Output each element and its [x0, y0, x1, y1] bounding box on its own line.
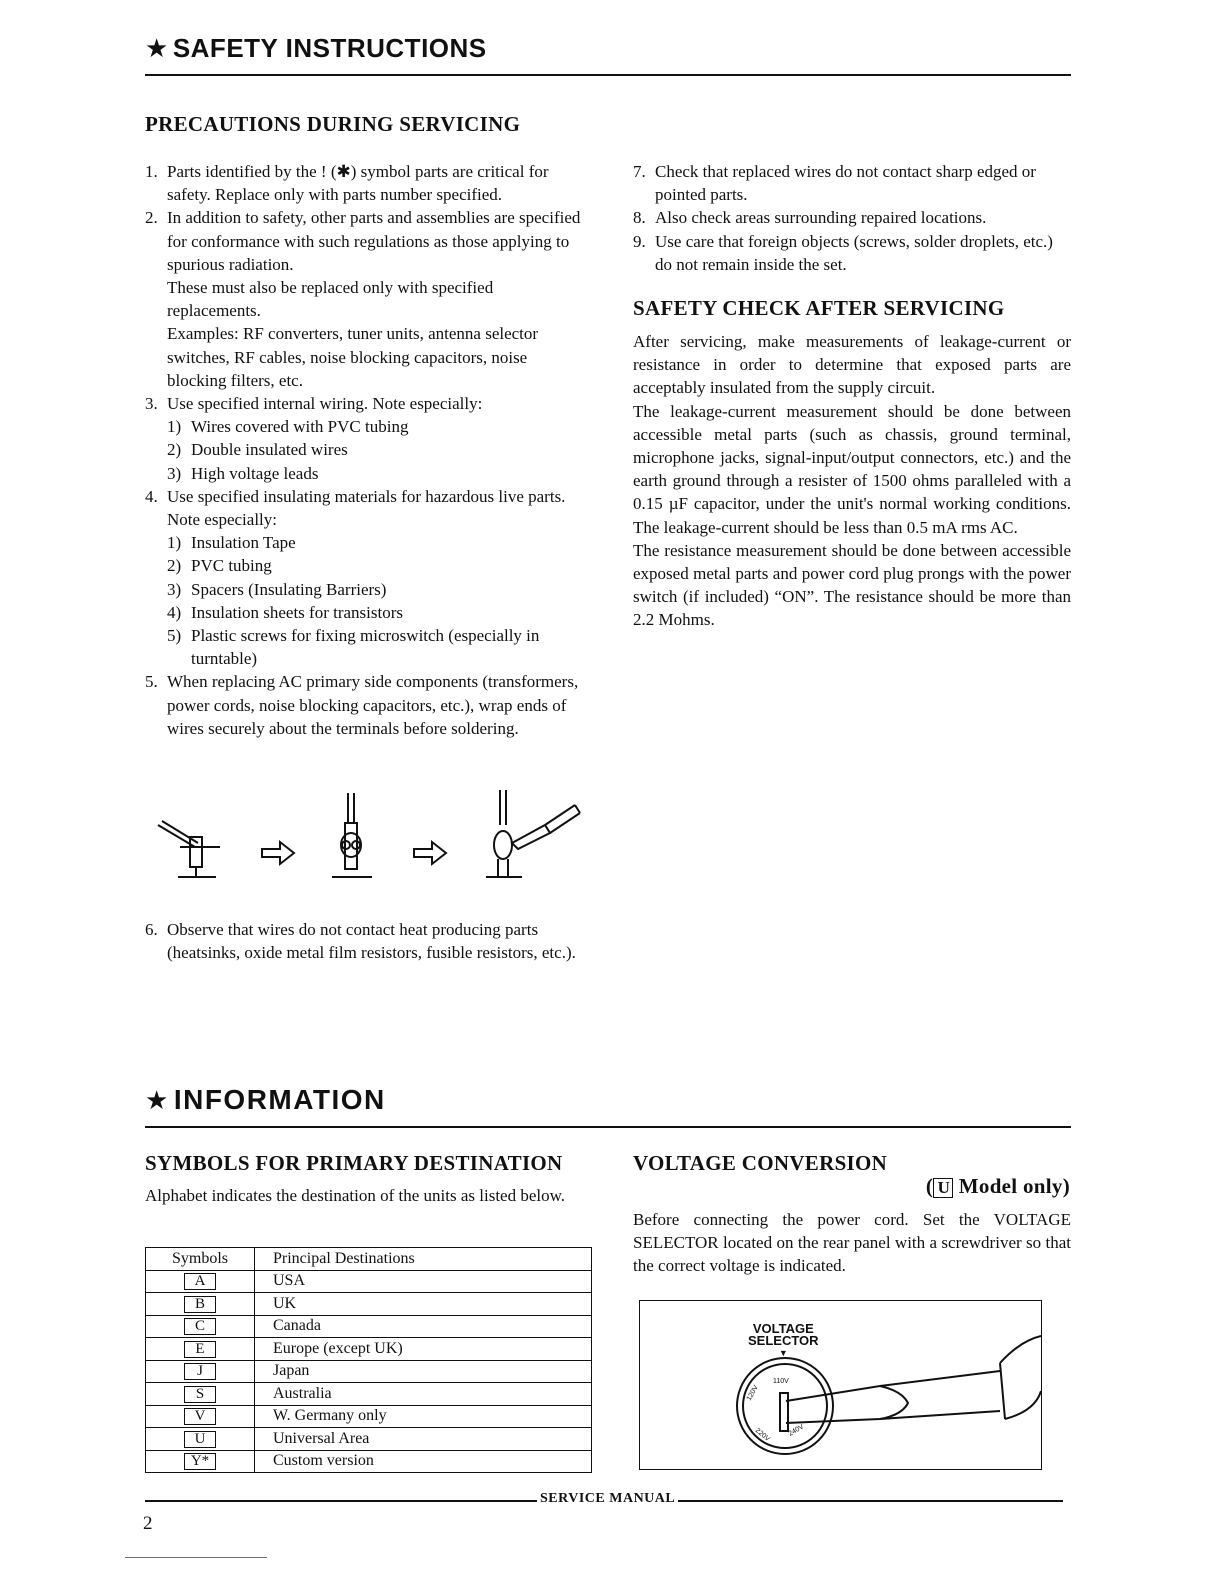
destination-cell: Japan: [255, 1360, 592, 1383]
destination-cell: W. Germany only: [255, 1405, 592, 1428]
dial-slot: [780, 1393, 788, 1431]
symbol-box: V: [184, 1408, 216, 1425]
destination-cell: Europe (except UK): [255, 1338, 592, 1361]
list-item: 1. Parts identified by the ! (✱) symbol parts are critical for safety. Replace only with parts number specified.: [145, 162, 549, 205]
information-section-title: ★ INFORMATION: [145, 1084, 386, 1115]
list-item: 6. Observe that wires do not contact heat producing parts (heatsinks, oxide metal film resistors, fusible resistors, etc.).: [145, 920, 576, 963]
table-row: [146, 1383, 592, 1406]
link-underline: [125, 1557, 267, 1558]
symbol-box: U: [933, 1178, 953, 1198]
sub-list: [145, 415, 585, 485]
precautions-item-6: [145, 918, 585, 964]
table-row: [146, 1450, 592, 1473]
sub-item: 3) High voltage leads: [167, 463, 319, 483]
terminal-stage-1: [158, 821, 220, 877]
model-only-note: ( U Model only): [925, 1174, 1070, 1198]
symbol-box: J: [184, 1363, 216, 1380]
safety-check-heading: SAFETY CHECK AFTER SERVICING: [633, 296, 1005, 320]
symbols-heading: SYMBOLS FOR PRIMARY DESTINATION: [145, 1151, 563, 1175]
sub-item: 2) PVC tubing: [167, 556, 272, 576]
arrow-right-icon: [262, 842, 294, 864]
symbols-intro: Alphabet indicates the destination of the units as listed below.: [145, 1186, 566, 1205]
list-item: 4. Use specified insulating materials for hazardous live parts. Note especially:: [145, 486, 566, 530]
svg-text:110V: 110V: [773, 1378, 789, 1385]
column-header-destinations: Principal Destinations: [255, 1248, 592, 1271]
list-item: 8. Also check areas surrounding repaired locations.: [633, 208, 987, 228]
precautions-list-left: [145, 160, 585, 740]
symbol-box: A: [184, 1273, 216, 1290]
table-row: [146, 1428, 592, 1451]
sub-item: 4) Insulation sheets for transistors: [167, 602, 403, 622]
list-item: 5. When replacing AC primary side components (transformers, power cords, noise blocking capacitors, etc.), wrap ends of wires securely about the terminals before soldering.: [145, 672, 579, 738]
voltage-heading: VOLTAGE CONVERSION: [633, 1151, 888, 1175]
destination-cell: UK: [255, 1293, 592, 1316]
precautions-heading: PRECAUTIONS DURING SERVICING: [145, 112, 521, 136]
list-item: 7. Check that replaced wires do not contact sharp edged or pointed parts.: [633, 162, 1036, 205]
list-item: 3. Use specified internal wiring. Note especially:: [145, 394, 483, 414]
safety-section-title: ★ SAFETY INSTRUCTIONS: [145, 33, 487, 63]
dial-inner-ring: [743, 1364, 827, 1448]
svg-text:240V: 240V: [787, 1423, 806, 1438]
symbol-box: B: [184, 1296, 216, 1313]
paragraph: The leakage-current measurement should be done between accessible metal parts (such as chassis, ground terminal, microphone jacks, signal-input/output connectors, etc.) and the earth ground through a resister of 1500 ohms paralleled with a 0.15 µF capacitor, under the unit's normal working conditions. The leakage-current should be less than 0.5 mA rms AC.: [633, 401, 1071, 537]
symbol-box: E: [184, 1341, 216, 1358]
dial-outer-ring: [737, 1358, 833, 1454]
table-row: [146, 1270, 592, 1293]
precautions-list-right: [633, 160, 1071, 276]
wire-wrap-illustration: [150, 785, 590, 885]
destination-cell: Australia: [255, 1383, 592, 1406]
table-row: [146, 1360, 592, 1383]
list-item: 9. Use care that foreign objects (screws, solder droplets, etc.) do not remain inside the set.: [633, 231, 1053, 274]
destination-cell: Canada: [255, 1315, 592, 1338]
paragraph: After servicing, make measurements of leakage-current or resistance in order to determine that exposed parts are acceptably insulated from the supply circuit.: [633, 332, 1071, 398]
section-divider: [145, 1126, 1071, 1128]
sub-list: [145, 531, 585, 670]
arrow-right-icon: [414, 842, 446, 864]
table-row: [146, 1293, 592, 1316]
voltage-body: Before connecting the power cord. Set the VOLTAGE SELECTOR located on the rear panel with a screwdriver so that the correct voltage is indicated.: [633, 1210, 1071, 1276]
safety-check-body: [633, 330, 1071, 632]
terminal-stage-3: [486, 790, 580, 877]
symbol-box: C: [184, 1318, 216, 1335]
sub-item: 1) Wires covered with PVC tubing: [167, 417, 409, 437]
page-number: 2: [143, 1513, 153, 1534]
destination-table: [145, 1247, 592, 1473]
table-header-row: [146, 1248, 592, 1271]
pointer-marker: ▼: [778, 1348, 788, 1358]
selector-dial-drawing: [640, 1301, 1041, 1469]
screwdriver-shaft: [880, 1371, 1000, 1419]
section-divider: [145, 74, 1071, 76]
paragraph: The resistance measurement should be done between accessible exposed metal parts and power cord plug prongs with the power switch (if included) “ON”. The resistance should be more than 2.2 Mohms.: [633, 540, 1071, 630]
sub-item: 5) Plastic screws for fixing microswitch (especially in turntable): [167, 626, 540, 669]
dial-markings: [746, 1378, 806, 1443]
list-paragraph: Examples: RF converters, tuner units, antenna selector switches, RF cables, noise blocking capacitors, noise blocking filters, etc.: [167, 324, 539, 390]
symbol-box: U: [184, 1431, 216, 1448]
list-paragraph: These must also be replaced only with specified replacements.: [167, 278, 494, 321]
destination-cell: USA: [255, 1270, 592, 1293]
footer-rule-left: [145, 1500, 537, 1502]
svg-text:120V: 120V: [745, 1384, 760, 1402]
column-header-symbols: Symbols: [146, 1248, 255, 1271]
star-icon: ★: [145, 1085, 170, 1115]
footer-label: SERVICE MANUAL: [540, 1491, 676, 1506]
screwdriver-handle: [1000, 1336, 1041, 1419]
terminal-stage-2: [332, 793, 372, 877]
footer-rule-right: [678, 1500, 1063, 1502]
sub-item: 2) Double insulated wires: [167, 440, 348, 460]
symbol-box: Y*: [184, 1453, 216, 1470]
table-row: [146, 1315, 592, 1338]
svg-text:220V: 220V: [753, 1427, 771, 1444]
star-icon: ★: [145, 33, 169, 63]
figure-label: VOLTAGE SELECTOR ▼: [748, 1321, 819, 1358]
list-item: 2. In addition to safety, other parts and assemblies are specified for conformance with such regulations as those applying to spurious radiation.: [145, 208, 581, 274]
table-row: [146, 1338, 592, 1361]
symbol-box: S: [184, 1386, 216, 1403]
sub-item: 1) Insulation Tape: [167, 533, 296, 553]
destination-cell: Universal Area: [255, 1428, 592, 1451]
sub-item: 3) Spacers (Insulating Barriers): [167, 579, 387, 599]
destination-cell: Custom version: [255, 1450, 592, 1473]
table-row: [146, 1405, 592, 1428]
voltage-selector-figure: [639, 1300, 1042, 1470]
